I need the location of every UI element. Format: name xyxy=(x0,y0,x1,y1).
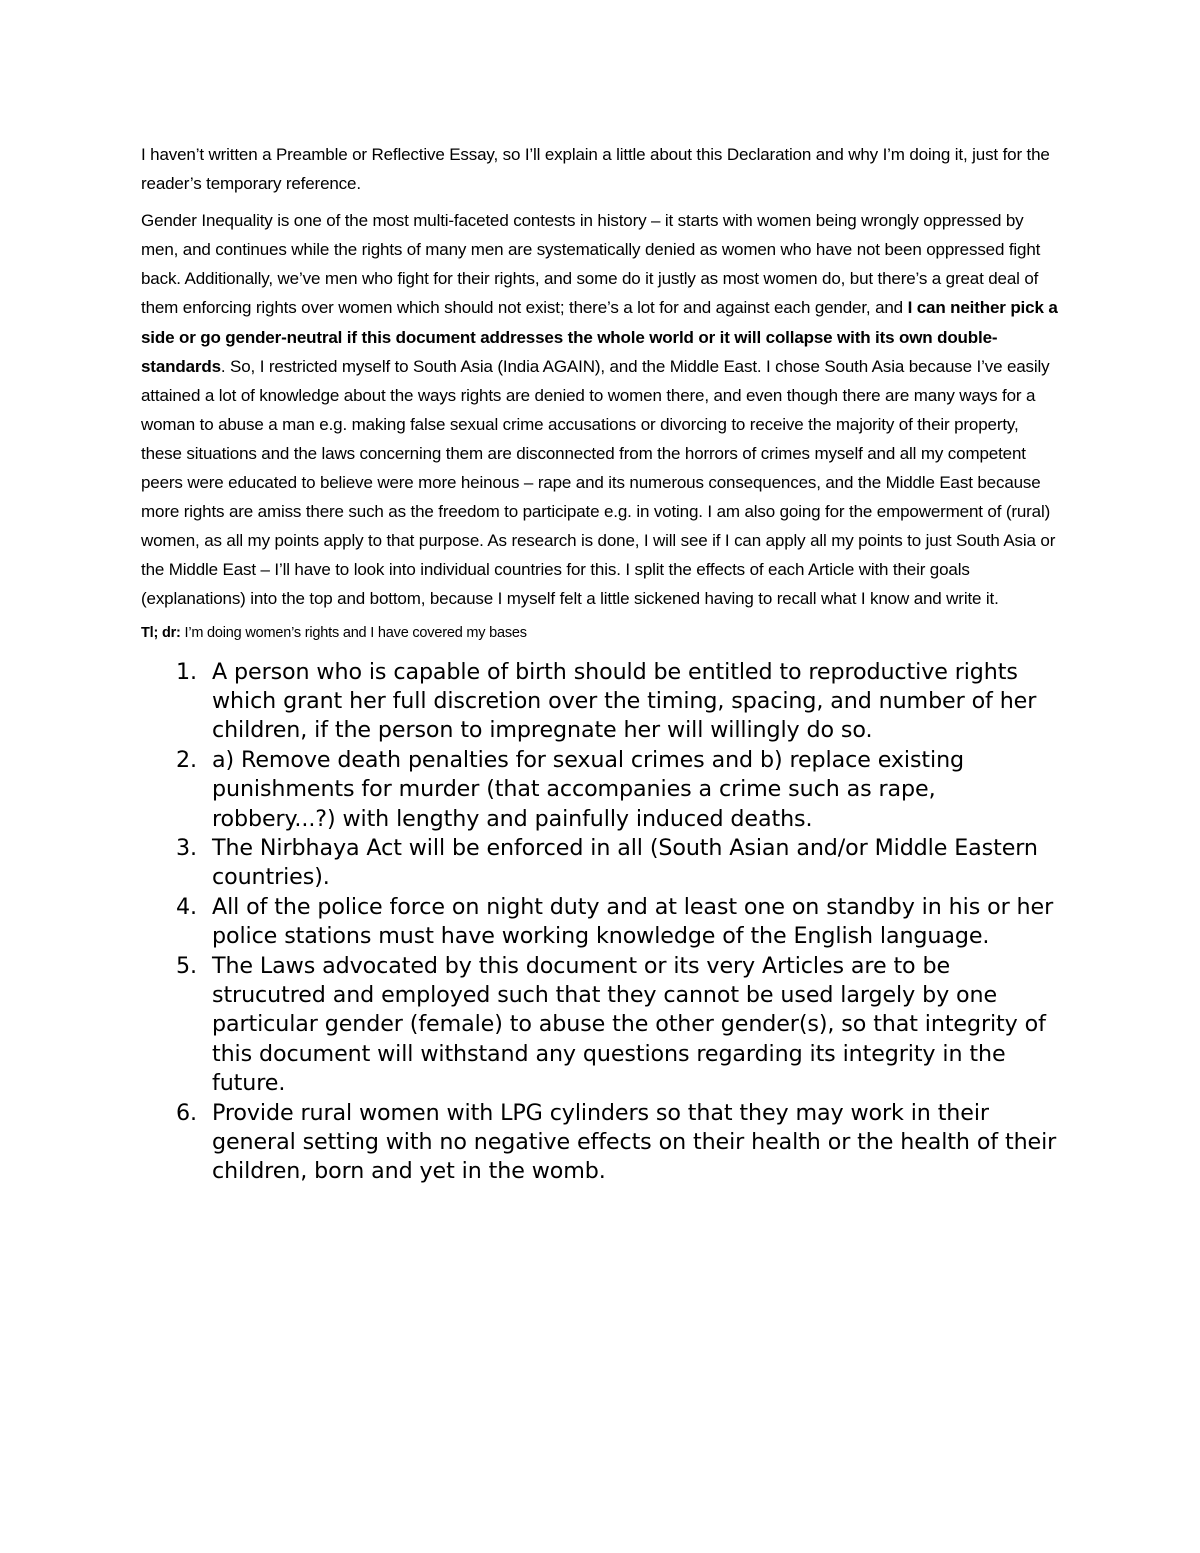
document-page xyxy=(141,140,1061,1187)
article-number: 6. xyxy=(176,1099,197,1126)
articles-list xyxy=(141,658,1061,1187)
article-text: Provide rural women with LPG cylinders so that they may work in their general setting with no negative effects on their health or the health of their children, born and yet in the womb. xyxy=(212,1099,1057,1185)
article-number: 5. xyxy=(176,952,197,979)
bold-statement: I can neither pick a side or go gender-neutral if this document addresses the whole world or it will collapse with its own double-standards xyxy=(141,298,1058,376)
gender-inequality-paragraph xyxy=(141,206,1061,613)
article-text: A person who is capable of birth should be entitled to reproductive rights which grant her full discretion over the timing, spacing, and number of her children, if the person to impregnate her will willingly do so. xyxy=(212,658,1037,744)
article-number: 1. xyxy=(176,658,197,685)
intro-text: I haven’t written a Preamble or Reflective Essay, so I’ll explain a little about this Declaration and why I’m doing it, just for the reader’s temporary reference. xyxy=(141,145,1050,194)
tldr-line xyxy=(141,622,1061,644)
article-text: The Nirbhaya Act will be enforced in all (South Asian and/or Middle Eastern countries). xyxy=(212,834,1038,891)
article-item xyxy=(141,952,1061,1099)
article-number: 4. xyxy=(176,893,197,920)
intro-paragraph xyxy=(141,140,1061,198)
article-number: 3. xyxy=(176,834,197,861)
paragraph-text-end: . So, I restricted myself to South Asia (India AGAIN), and the Middle East. I chose South Asia because I’ve easily attained a lot of knowledge about the ways rights are denied to women there, and even though there are many ways for a woman to abuse a man e.g. making false sexual crime accusations or divorcing to receive the majority of their property, these situations and the laws concerning them are disconnected from the horrors of crimes myself and all my competent peers were educated to believe were more heinous – rape and its numerous consequences, and the Middle East because more rights are amiss there such as the freedom to participate e.g. in voting. I am also going for the empowerment of (rural) women, as all my points apply to that purpose. As research is done, I will see if I can apply all my points to just South Asia or the Middle East – I’ll have to look into individual countries for this. I split the effects of each Article with their goals (explanations) into the top and bottom, because I myself felt a little sickened having to recall what I know and write it. xyxy=(141,356,1056,609)
tldr-text: I’m doing women’s rights and I have covered my bases xyxy=(180,624,527,641)
article-text: a) Remove death penalties for sexual crimes and b) replace existing punishments for murder (that accompanies a crime such as rape, robbery...?) with lengthy and painfully induced deaths. xyxy=(212,746,965,832)
article-item xyxy=(141,893,1061,952)
paragraph-text-start: Gender Inequality is one of the most multi-faceted contests in history – it starts with women being wrongly oppressed by men, and continues while the rights of many men are systematically denied as women who have not been oppressed fight back. Additionally, we’ve men who fight for their rights, and some do it justly as most women do, but there’s a great deal of them enforcing rights over women which should not exist; there’s a lot for and against each gender, and xyxy=(141,211,1041,318)
article-item xyxy=(141,834,1061,893)
article-item xyxy=(141,746,1061,834)
tldr-label: Tl; dr: xyxy=(141,624,181,641)
article-number: 2. xyxy=(176,746,197,773)
article-text: The Laws advocated by this document or its very Articles are to be strucutred and employed such that they cannot be used largely by one particular gender (female) to abuse the other gender(s), so that integrity of this document will withstand any questions regarding its integrity in the future. xyxy=(212,952,1046,1097)
article-item xyxy=(141,658,1061,746)
article-item xyxy=(141,1099,1061,1187)
article-text: All of the police force on night duty and at least one on standby in his or her police stations must have working knowledge of the English language. xyxy=(212,893,1054,950)
